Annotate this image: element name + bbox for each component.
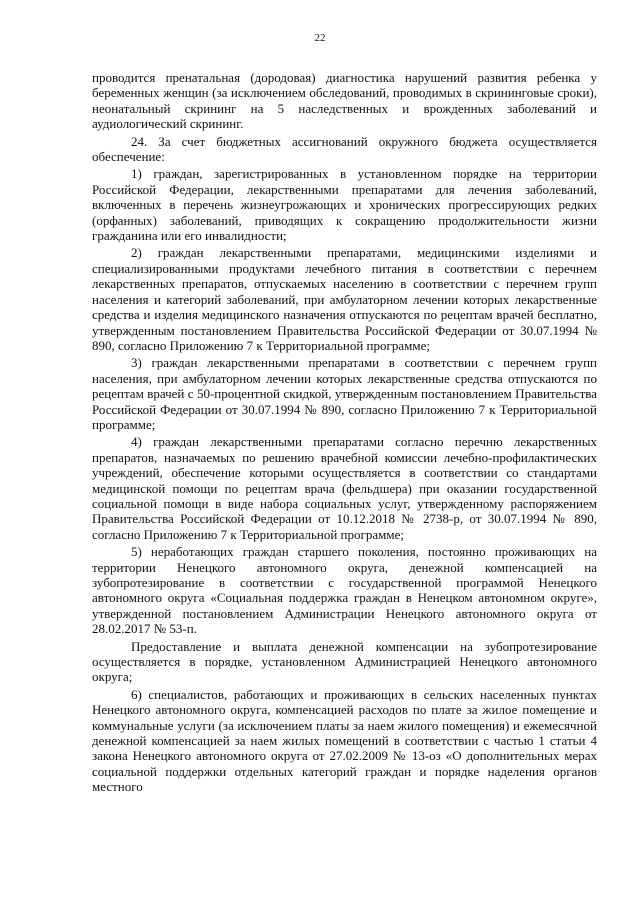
paragraph-subitem-2: 2) граждан лекарственными препаратами, медицинскими изделиями и специализированными продуктами лечебного питания в соответствии с перечнем лекарственных препаратов, отпускаемых населению в соответствии с перечнем групп населения и категорий заболеваний, при амбулаторном лечении которых лекарственные средства и изделия медицинского назначения отпускаются по рецептам врачей бесплатно, утвержденным постановлением Правительства Российской Федерации от 30.07.1994 № 890, согласно Приложению 7 к Территориальной программе; [92, 245, 597, 353]
paragraph-continuation: проводится пренатальная (дородовая) диагностика нарушений развития ребенка у беременных женщин (за исключением обследований, проводимых в скрининговые сроки), неонатальный скрининг на 5 наследственных и врожденных заболеваний и аудиологический скрининг. [92, 70, 597, 132]
document-body [92, 70, 597, 795]
page-number: 22 [314, 32, 326, 44]
paragraph-subitem-1: 1) граждан, зарегистрированных в установленном порядке на территории Российской Федерации, лекарственными препаратами для лечения заболеваний, включенных в перечень жизнеугрожающих и хронических прогрессирующих редких (орфанных) заболеваний, приводящих к сокращению продолжительности жизни гражданина или его инвалидности; [92, 166, 597, 244]
paragraph-subitem-4: 4) граждан лекарственными препаратами согласно перечню лекарственных препаратов, назначаемых по решению врачебной комиссии лечебно-профилактических учреждений, обеспечение которыми осуществляется в соответствии со стандартами медицинской помощи по рецептам врача (фельдшера) при оказании государственной социальной помощи в виде набора социальных услуг, утвержденному распоряжением Правительства Российской Федерации от 10.12.2018 № 2738-р, от 30.07.1994 № 890, согласно Приложению 7 к Территориальной программе; [92, 434, 597, 542]
paragraph-subitem-6: 6) специалистов, работающих и проживающих в сельских населенных пунктах Ненецкого автономного округа, компенсацией расходов по плате за жилое помещение и коммунальные услуги (за исключением платы за наем жилого помещения) и ежемесячной денежной компенсацией за наем жилых помещений в соответствии с частью 1 статьи 4 закона Ненецкого автономного округа от 27.02.2009 № 13-оз «О дополнительных мерах социальной поддержки отдельных категорий граждан и порядке наделения органов местного [92, 686, 597, 795]
paragraph-subitem-3: 3) граждан лекарственными препаратами в соответствии с перечнем групп населения, при амбулаторном лечении которых лекарственные средства отпускаются по рецептам врачей с 50-процентной скидкой, утвержденным постановлением Правительства Российской Федерации от 30.07.1994 № 890, согласно Приложению 7 к Территориальной программе; [92, 355, 597, 432]
paragraph-subitem-5: 5) неработающих граждан старшего поколения, постоянно проживающих на территории Ненецкого автономного округа, денежной компенсацией на зубопротезирование в соответствии с государственной программой Ненецкого автономного округа «Социальная поддержка граждан в Ненецком автономном округе», утвержденной постановлением Администрации Ненецкого автономного округа от 28.02.2017 № 53-п. [92, 544, 597, 637]
paragraph-item-24: 24. За счет бюджетных ассигнований окружного бюджета осуществляется обеспечение: [92, 133, 597, 165]
paragraph-compensation-note: Предоставление и выплата денежной компенсации на зубопротезирование осуществляется в порядке, установленном Администрацией Ненецкого автономного округа; [92, 638, 597, 685]
